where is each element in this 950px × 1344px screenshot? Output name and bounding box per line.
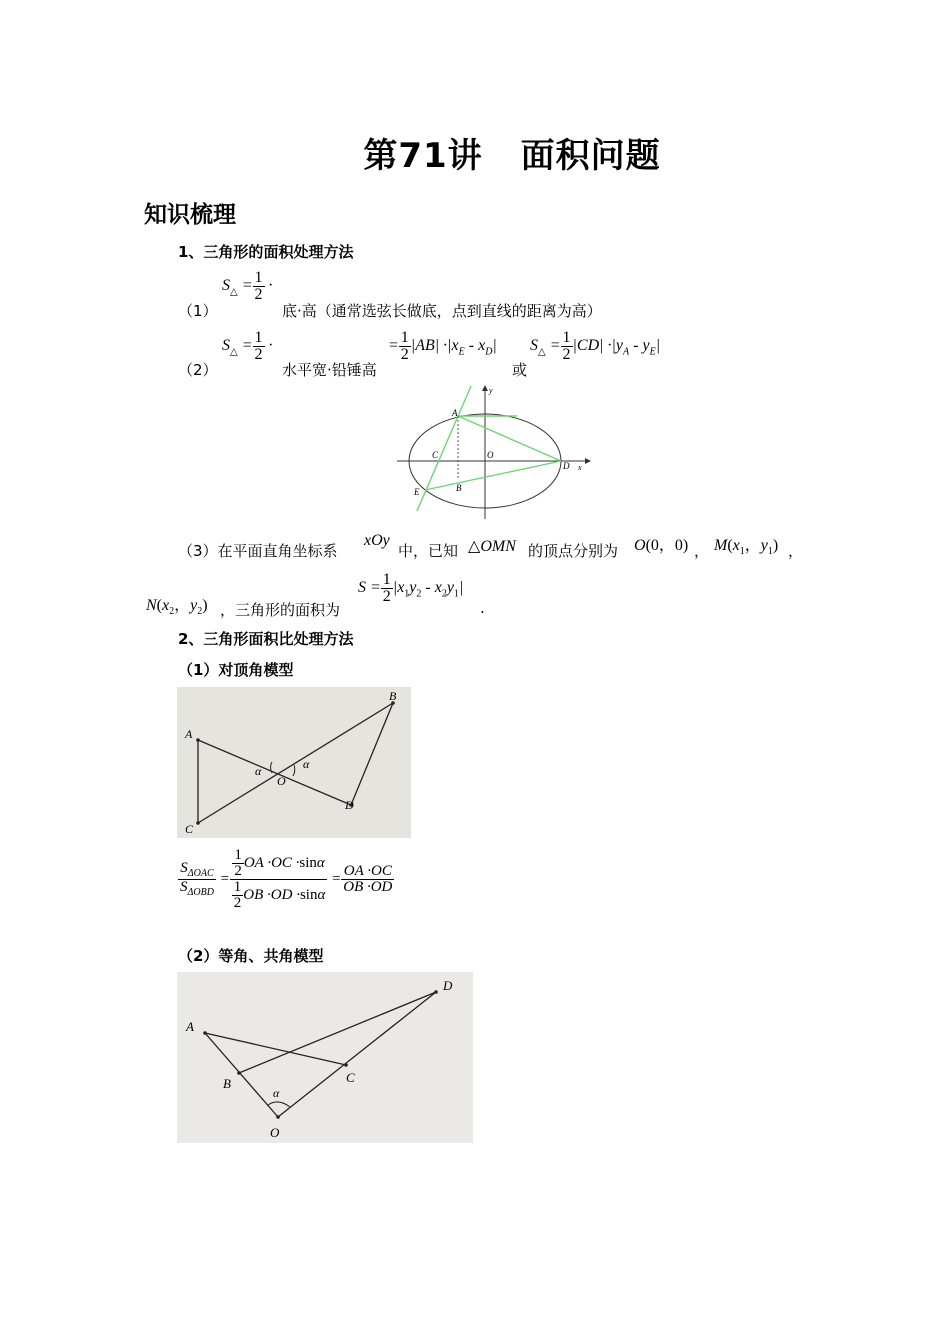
label-C: C: [346, 1070, 355, 1085]
s1-item3-sep1: ，: [694, 542, 710, 560]
label-D: D: [345, 798, 354, 812]
label-y: y: [489, 386, 493, 395]
page-title: [0, 128, 950, 177]
s1-item2-formula-a: $S_\triangle$ = $\frac{1}{2}$ ·: [222, 329, 273, 363]
title-lecture: 第71讲: [363, 136, 483, 176]
s1-item3-end: .: [480, 599, 485, 617]
label-x: x: [578, 463, 582, 472]
label-alpha-right: α: [303, 757, 310, 771]
ratio-formula: $\frac{S_{\Delta OAC}}{S_{\Delta OBD}}$ = $\frac{1}{2}$ OA ·OC ·sinα $\frac{1}{2}$ OB ·OD ·sinα = $\frac{OA \cdot OC}{OB \cdot OD}$: [180, 847, 393, 911]
label-alpha-left: α: [255, 764, 262, 778]
s1-item3-omn: △OMN: [468, 538, 516, 555]
s1-item3-area-text: ，三角形的面积为: [220, 601, 341, 619]
s1-item3-mid2: 的顶点分别为: [528, 542, 619, 560]
section-heading: 知识梳理: [144, 202, 236, 228]
label-A: A: [185, 727, 193, 741]
label-B: B: [456, 483, 462, 493]
label-alpha: α: [273, 1086, 280, 1100]
line-AE: [417, 386, 471, 511]
label-C: C: [432, 450, 439, 460]
ellipse-figure: [395, 383, 595, 523]
s2-sub1: （1）对顶角模型: [178, 661, 294, 679]
label-O: O: [270, 1125, 280, 1140]
s1-item3-sep2: ，: [788, 542, 804, 560]
s1-item3-point-n: $N(x_2$，$y_2$): [146, 597, 208, 618]
label-A: A: [452, 408, 458, 418]
s1-item1-formula: $S_\triangle$ = $\frac{1}{2}$ ·: [222, 269, 273, 303]
line-AD: [458, 416, 561, 461]
label-O: O: [487, 450, 494, 460]
s1-item3-prefix: （3）在平面直角坐标系: [178, 542, 338, 560]
label-D: D: [443, 978, 453, 993]
s1-item2-formula-b: = $\frac{1}{2}$ $|AB| \cdot|x_E - x_D|$: [388, 329, 497, 363]
s1-item2-formula-c: $S_\triangle$ = $\frac{1}{2}$ $|CD| \cdot|y_A - y_E|$: [530, 329, 661, 363]
s1-item3-point-m: $M(x_1$，$y_1$): [714, 537, 779, 558]
s1-item3-xoy: xOy: [364, 532, 390, 549]
vertical-angle-figure: [177, 687, 411, 838]
s1-item2-or: 或: [512, 361, 528, 379]
s2-heading: 2、三角形面积比处理方法: [178, 630, 354, 648]
label-D: D: [563, 461, 570, 471]
s1-item3-area-formula: S = $\frac{1}{2}$ $|x_1y_2 - x_2y_1|$: [358, 571, 464, 605]
label-B: B: [223, 1076, 231, 1091]
label-O: O: [277, 774, 286, 788]
label-C: C: [185, 822, 194, 836]
label-A: A: [186, 1019, 194, 1034]
s1-heading: 1、三角形的面积处理方法: [178, 243, 354, 261]
s1-item3-mid1: 中，已知: [398, 542, 459, 560]
s1-item2-text: 水平宽·铅锤高: [282, 361, 377, 379]
common-angle-figure: [177, 972, 473, 1143]
line-ED: [425, 461, 561, 490]
label-E: E: [414, 487, 420, 497]
s1-item1-text: 底·高（通常选弦长做底，点到直线的距离为高）: [282, 302, 602, 320]
title-topic: 面积问题: [520, 136, 661, 176]
s2-sub2: （2）等角、共角模型: [178, 947, 324, 965]
s1-item2-number: （2）: [178, 361, 218, 379]
s1-item3-point-o: O(0，0): [634, 537, 689, 554]
s1-item1-number: （1）: [178, 302, 218, 320]
label-B: B: [389, 689, 397, 703]
